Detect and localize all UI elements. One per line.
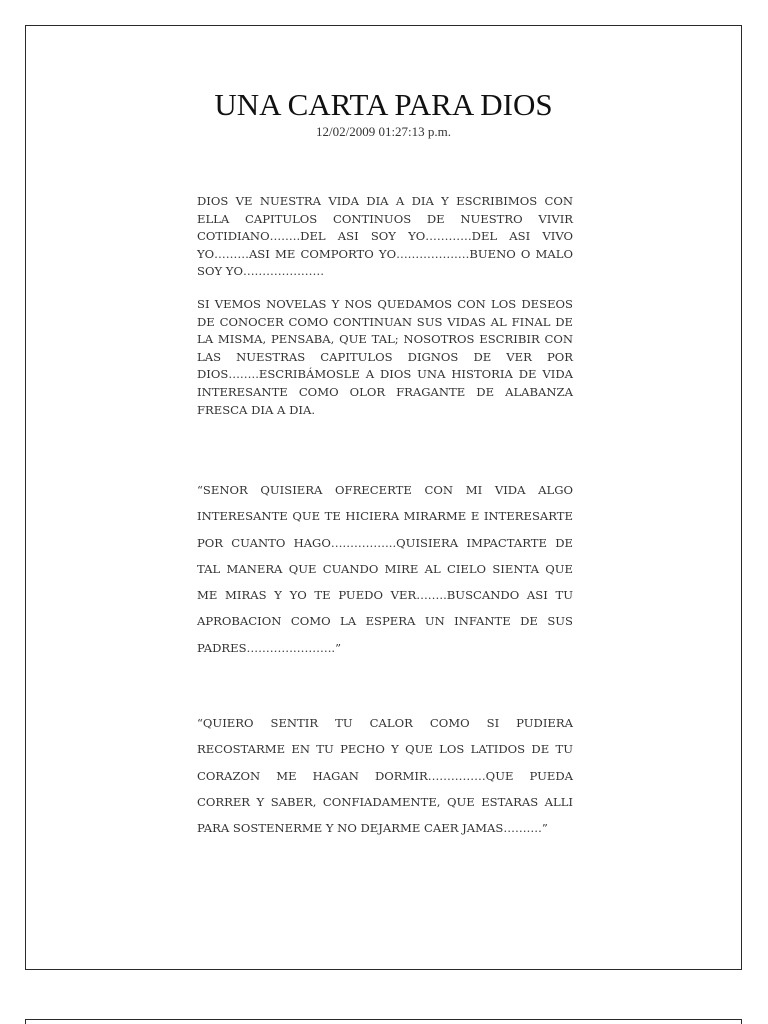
- paragraph-4-quote: “QUIERO SENTIR TU CALOR COMO SI PUDIERA RECOSTARME EN TU PECHO Y QUE LOS LATIDOS DE TU CORAZON ME HAGAN DORMIR……………QUE PUEDA CORRER Y SABER, CONFIADAMENTE, QUE ESTARAS ALLI PARA SOSTENERME Y NO DEJARME CAER JAMAS……….”: [197, 716, 573, 836]
- document-date: 12/02/2009 01:27:13 p.m.: [315, 124, 452, 139]
- paragraph-3-quote: “SENOR QUISIERA OFRECERTE CON MI VIDA ALGO INTERESANTE QUE TE HICIERA MIRARME E INTERESARTE POR CUANTO HAGO……………..QUISIERA IMPACTARTE DE TAL MANERA QUE CUANDO MIRE AL CIELO SIENTA QUE ME MIRAS Y YO TE PUEDO VER……..BUSCANDO ASI TU APROBACION COMO LA ESPERA UN INFANTE DE SUS PADRES…………………..”: [197, 483, 573, 655]
- page-2: [25, 1019, 742, 1024]
- page-1: [25, 25, 742, 970]
- paragraph-2: SI VEMOS NOVELAS Y NOS QUEDAMOS CON LOS DESEOS DE CONOCER COMO CONTINUAN SUS VIDAS AL FINAL DE LA MISMA, PENSABA, QUE TAL; NOSOTROS ESCRIBIR CON LAS NUESTRAS CAPITULOS DIGNOS DE VER POR DIOS……..ESCRIBÁMOSLE A DIOS UNA HISTORIA DE VIDA INTERESANTE COMO OLOR FRAGANTE DE ALABANZA FRESCA DIA A DIA.: [197, 297, 573, 417]
- document-title: UNA CARTA PARA DIOS: [214, 87, 553, 122]
- paragraph-1: DIOS VE NUESTRA VIDA DIA A DIA Y ESCRIBIMOS CON ELLA CAPITULOS CONTINUOS DE NUESTRO VIVIR COTIDIANO……..DEL ASI SOY YO…………DEL ASI VIVO YO………ASI ME COMPORTO YO……………….BUENO O MALO SOY YO…………………: [197, 194, 573, 279]
